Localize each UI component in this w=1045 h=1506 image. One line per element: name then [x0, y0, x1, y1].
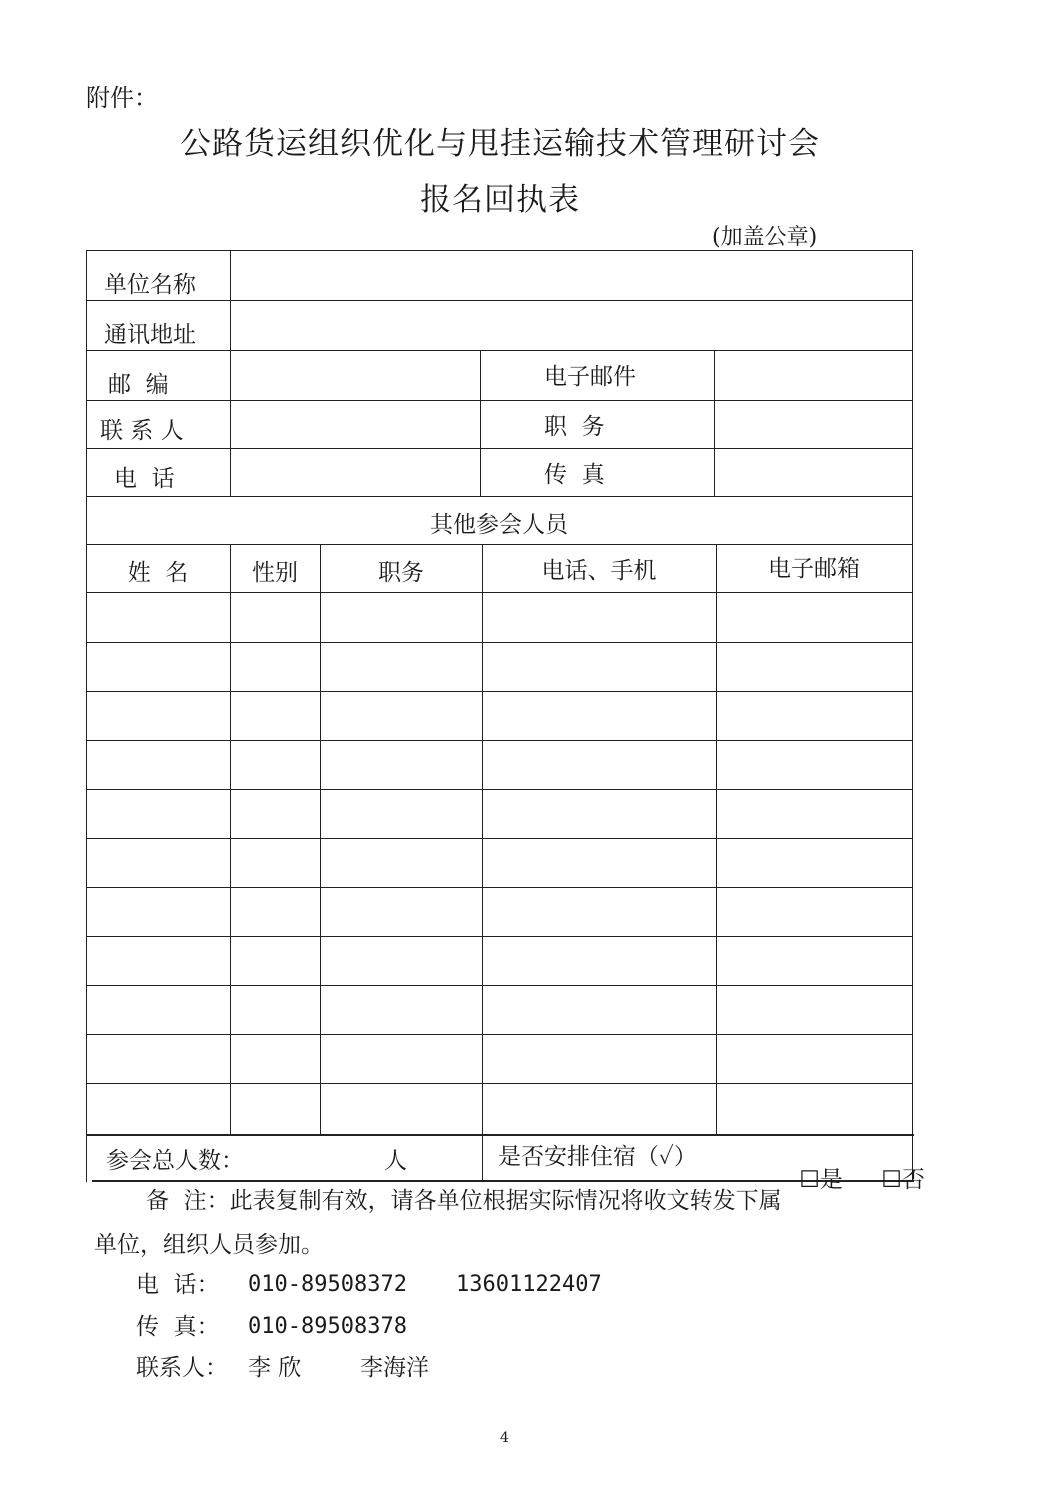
- row-line: [86, 350, 912, 351]
- col-line: [482, 544, 483, 1180]
- phone-number-2: 13601122407: [456, 1272, 602, 1297]
- option-no[interactable]: [852, 1146, 925, 1215]
- phone-label: 电 话: [114, 466, 175, 492]
- contact-person-2: 李海洋: [360, 1355, 429, 1381]
- row-line: [86, 300, 912, 301]
- contact-note-label: 联系人：: [136, 1355, 228, 1381]
- col-line: [230, 250, 231, 496]
- row-line: [86, 592, 912, 593]
- row-line: [86, 1134, 914, 1136]
- row-line: [86, 887, 912, 888]
- other-attendees-heading: 其他参会人员: [430, 512, 568, 538]
- col-line: [320, 544, 321, 1134]
- total-unit-label: 人: [384, 1148, 407, 1174]
- row-line: [86, 1034, 912, 1035]
- checkbox-yes-icon[interactable]: ☐: [799, 1167, 820, 1193]
- seal-note: (加盖公章): [712, 225, 818, 250]
- checkbox-no-icon[interactable]: ☐: [881, 1167, 902, 1193]
- registration-form: [86, 250, 925, 1193]
- col-line: [230, 544, 231, 1134]
- remark-line-2: 单位，组织人员参加。: [94, 1232, 324, 1258]
- col-name-header: 姓 名: [127, 560, 189, 586]
- email-label: 电子邮件: [544, 364, 636, 390]
- row-line: [86, 448, 912, 449]
- postcode-label: 邮 编: [108, 372, 169, 398]
- contact-person-1: 李 欣: [248, 1355, 302, 1381]
- form-border-right: [912, 250, 913, 1182]
- document-title: 公路货运组织优化与甩挂运输技术管理研讨会: [180, 126, 820, 162]
- address-label: 通讯地址: [104, 322, 196, 348]
- col-gender-header: 性别: [252, 560, 298, 586]
- row-line: [86, 400, 912, 401]
- row-line: [86, 642, 912, 643]
- col-line: [716, 544, 717, 1134]
- form-border-left: [86, 250, 87, 1182]
- row-line: [86, 985, 912, 986]
- row-line: [86, 838, 912, 839]
- lodging-question: 是否安排住宿（✓）: [498, 1144, 697, 1170]
- row-line: [86, 936, 912, 937]
- col-line: [480, 350, 481, 496]
- document-subtitle: 报名回执表: [420, 182, 580, 218]
- col-line: [714, 350, 715, 496]
- fax-note-label: 传 真：: [136, 1314, 220, 1340]
- col-email-header: 电子邮箱: [768, 556, 860, 582]
- page-number: 4: [500, 1430, 509, 1446]
- phone-number-1: 010-89508372: [248, 1272, 407, 1297]
- phone-note-label: 电 话：: [136, 1272, 220, 1298]
- fax-label: 传 真: [544, 462, 605, 488]
- row-line: [86, 691, 912, 692]
- row-line: [86, 544, 912, 545]
- form-border-top: [86, 250, 912, 251]
- option-yes-text: 是: [819, 1167, 843, 1193]
- attachment-label: 附件：: [86, 84, 158, 112]
- col-phone-header: 电话、手机: [541, 558, 657, 584]
- row-line: [86, 496, 912, 497]
- row-line: [86, 789, 912, 790]
- unit-name-label: 单位名称: [104, 272, 196, 298]
- option-no-text: 否: [901, 1167, 925, 1193]
- contact-label: 联 系 人: [100, 418, 184, 444]
- col-position-header: 职务: [378, 560, 424, 586]
- fax-number: 010-89508378: [248, 1314, 407, 1339]
- row-line: [86, 1083, 912, 1084]
- position-label: 职 务: [544, 414, 605, 440]
- total-attendees-label: 参会总人数：: [106, 1148, 244, 1174]
- row-line: [86, 740, 912, 741]
- remark-line-1: 备 注：此表复制有效，请各单位根据实际情况将收文转发下属: [146, 1188, 782, 1214]
